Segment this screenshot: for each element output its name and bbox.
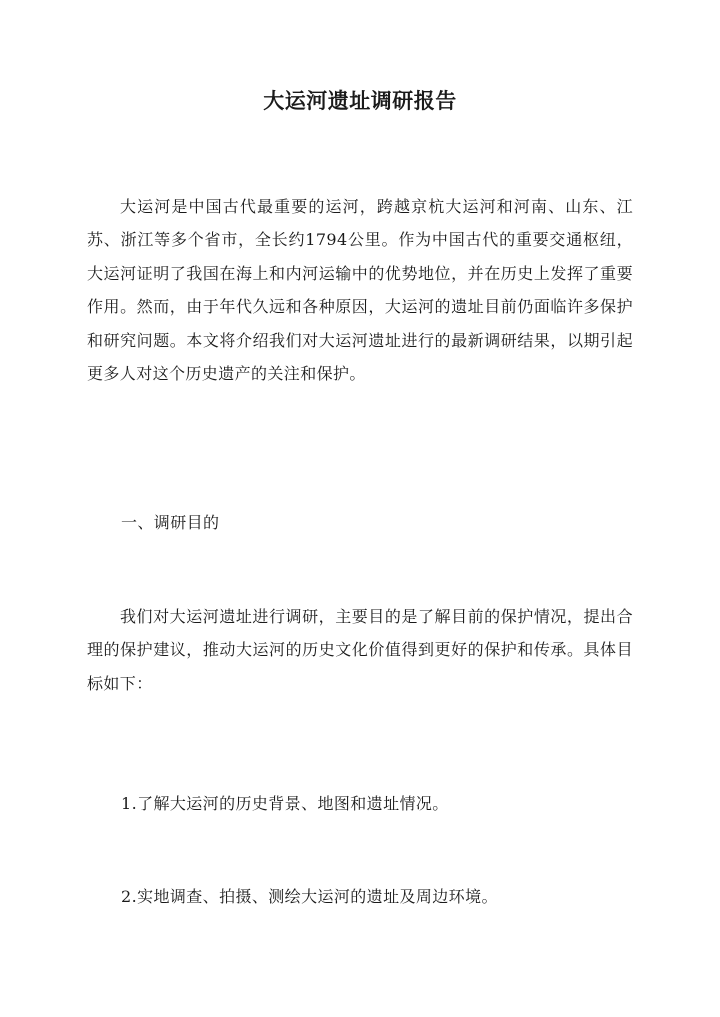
intro-paragraph: 大运河是中国古代最重要的运河，跨越京杭大运河和河南、山东、江苏、浙江等多个省市，全长约1794公里。作为中国古代的重要交通枢纽，大运河证明了我国在海上和内河运输中的优势地位，并在历史上发挥了重要作用。然而，由于年代久远和各种原因，大运河的遗址目前仍面临许多保护和研究问题。本文将介绍我们对大运河遗址进行的最新调研结果，以期引起更多人对这个历史遗产的关注和保护。 bbox=[87, 197, 633, 384]
document-title: 大运河遗址调研报告 bbox=[263, 88, 457, 113]
list-item: 1.了解大运河的历史背景、地图和遗址情况。 bbox=[121, 794, 449, 813]
list-item: 2.实地调查、拍摄、测绘大运河的遗址及周边环境。 bbox=[121, 887, 498, 906]
section-heading-purpose: 一、调研目的 bbox=[121, 513, 220, 532]
purpose-paragraph: 我们对大运河遗址进行调研，主要目的是了解目前的保护情况，提出合理的保护建议，推动大运河的历史文化价值得到更好的保护和传承。具体目标如下： bbox=[87, 607, 633, 693]
